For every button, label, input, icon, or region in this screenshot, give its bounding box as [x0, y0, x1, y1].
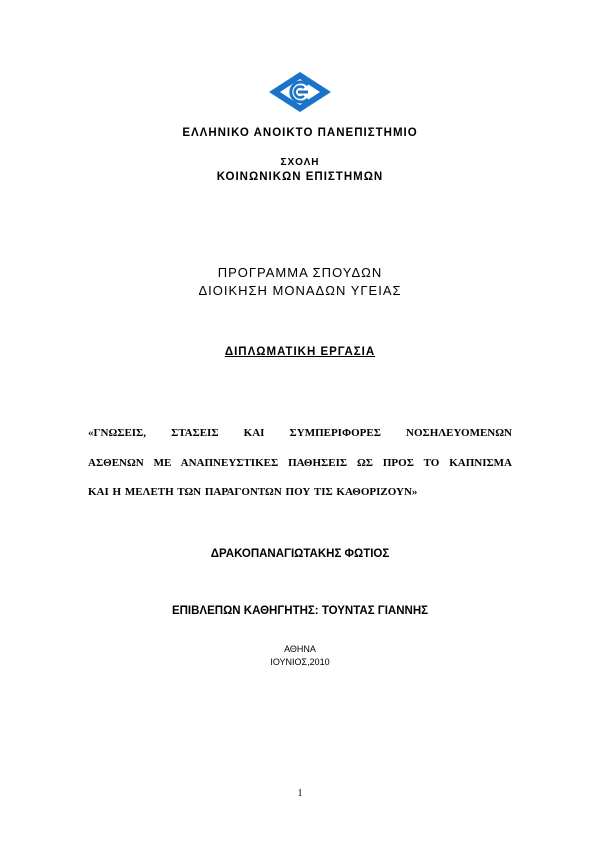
thesis-title-line-3: ΚΑΙ Η ΜΕΛΕΤΗ ΤΩΝ ΠΑΡΑΓΟΝΤΩΝ ΠΟΥ ΤΙΣ ΚΑΘΟΡΙΖΟΥΝ»: [88, 486, 418, 498]
supervisor: ΕΠΙΒΛΕΠΩΝ ΚΑΘΗΓΗΤΗΣ: ΤΟΥΝΤΑΣ ΓΙΑΝΝΗΣ: [171, 605, 429, 617]
program-title: ΠΡΟΓΡΑΜΜΑ ΣΠΟΥΔΩΝ: [217, 265, 383, 280]
date: ΙΟΥΝΙΟΣ,2010: [270, 657, 330, 667]
author-name: ΔΡΑΚΟΠΑΝΑΓΙΩΤΑΚΗΣ ΦΩΤΙΟΣ: [210, 548, 390, 560]
document-type: ΔΙΠΛΩΜΑΤΙΚΗ ΕΡΓΑΣΙΑ: [224, 346, 376, 358]
thesis-title-line-2: ΑΣΘΕΝΩΝ ΜΕ ΑΝΑΠΝΕΥΣΤΙΚΕΣ ΠΑΘΗΣΕΙΣ ΩΣ ΠΡΟΣ ΤΟ ΚΑΠΝΙΣΜΑ: [88, 457, 512, 469]
program-name: ΔΙΟΙΚΗΣΗ ΜΟΝΑΔΩΝ ΥΓΕΙΑΣ: [198, 283, 402, 298]
page-number: 1: [297, 788, 303, 799]
university-name: ΕΛΛΗΝΙΚΟ ΑΝΟΙΚΤΟ ΠΑΝΕΠΙΣΤΗΜΙΟ: [182, 127, 418, 139]
thesis-title-line-1: «ΓΝΩΣΕΙΣ, ΣΤΑΣΕΙΣ ΚΑΙ ΣΥΜΠΕΡΙΦΟΡΕΣ ΝΟΣΗΛΕΥΟΜΕΝΩΝ: [88, 427, 512, 439]
school-name: ΚΟΙΝΩΝΙΚΩΝ ΕΠΙΣΤΗΜΩΝ: [216, 171, 384, 183]
place: ΑΘΗΝΑ: [284, 644, 316, 654]
university-logo-icon: [269, 72, 331, 112]
school-label: ΣΧΟΛΗ: [280, 157, 320, 168]
